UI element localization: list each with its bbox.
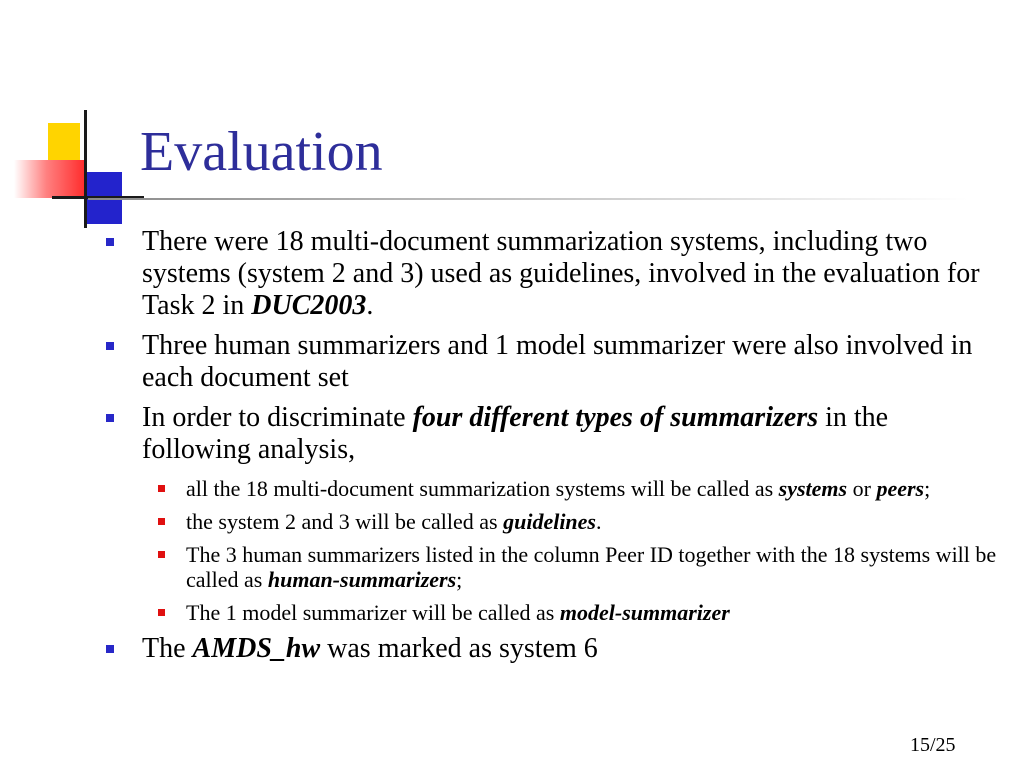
sub-bullet-emphasis: peers [876,476,925,501]
bullet-emphasis: four different types of summarizers [412,402,819,433]
square-bullet-icon [158,551,165,558]
bullet-text: In order to discriminate [142,402,413,433]
bullet-item [100,226,1000,322]
sub-bullet-emphasis: guidelines [503,509,596,534]
sub-bullet-text: all the 18 multi-document summarization systems will be called as [186,476,779,501]
slide-body [100,226,1000,673]
bullet-text: Three human summarizers and 1 model summarizer were also involved in each document set [142,330,973,393]
bullet-emphasis: DUC2003 [251,290,367,321]
title-divider [88,198,968,200]
square-bullet-icon [106,645,114,653]
sub-bullet-text: ; [924,476,931,501]
sub-bullet-text: or [847,476,877,501]
bullet-item [100,330,1000,394]
square-bullet-icon [158,609,165,616]
sub-bullet-item [100,476,1000,501]
sub-bullet-text: . [596,509,602,534]
sub-bullet-item [100,509,1000,534]
square-bullet-icon [106,342,114,350]
sub-bullet-emphasis: human-summarizers [267,567,457,592]
sub-bullet-emphasis: model-summarizer [559,600,730,625]
sub-bullet-text: the system 2 and 3 will be called as [186,509,504,534]
logo-red-bar [14,160,86,198]
bullet-text: The [142,633,193,664]
bullet-text: was marked as system 6 [320,633,598,664]
sub-bullet-list [100,476,1000,625]
slide-title: Evaluation [140,121,383,183]
bullet-item [100,402,1000,466]
sub-bullet-text: The 1 model summarizer will be called as [186,600,560,625]
square-bullet-icon [106,238,114,246]
sub-bullet-item [100,542,1000,592]
square-bullet-icon [158,485,165,492]
sub-bullet-text: ; [456,567,463,592]
bullet-text: in the following analysis, [142,402,889,465]
square-bullet-icon [158,518,165,525]
sub-bullet-item [100,600,1000,625]
bullet-item [100,633,1000,665]
sub-bullet-emphasis: systems [778,476,848,501]
sub-bullet-text: The 3 human summarizers listed in the column Peer ID together with the 18 systems will be called as [186,542,997,592]
page-number: 15/25 [910,734,956,756]
logo-vertical-line [84,110,87,228]
bullet-text: There were 18 multi-document summarization systems, including two systems (system 2 and 3) used as guidelines, involved in the evaluation for Task 2 in [142,226,980,321]
square-bullet-icon [106,414,114,422]
bullet-emphasis: AMDS_hw [192,633,321,664]
bullet-text: . [366,290,374,321]
